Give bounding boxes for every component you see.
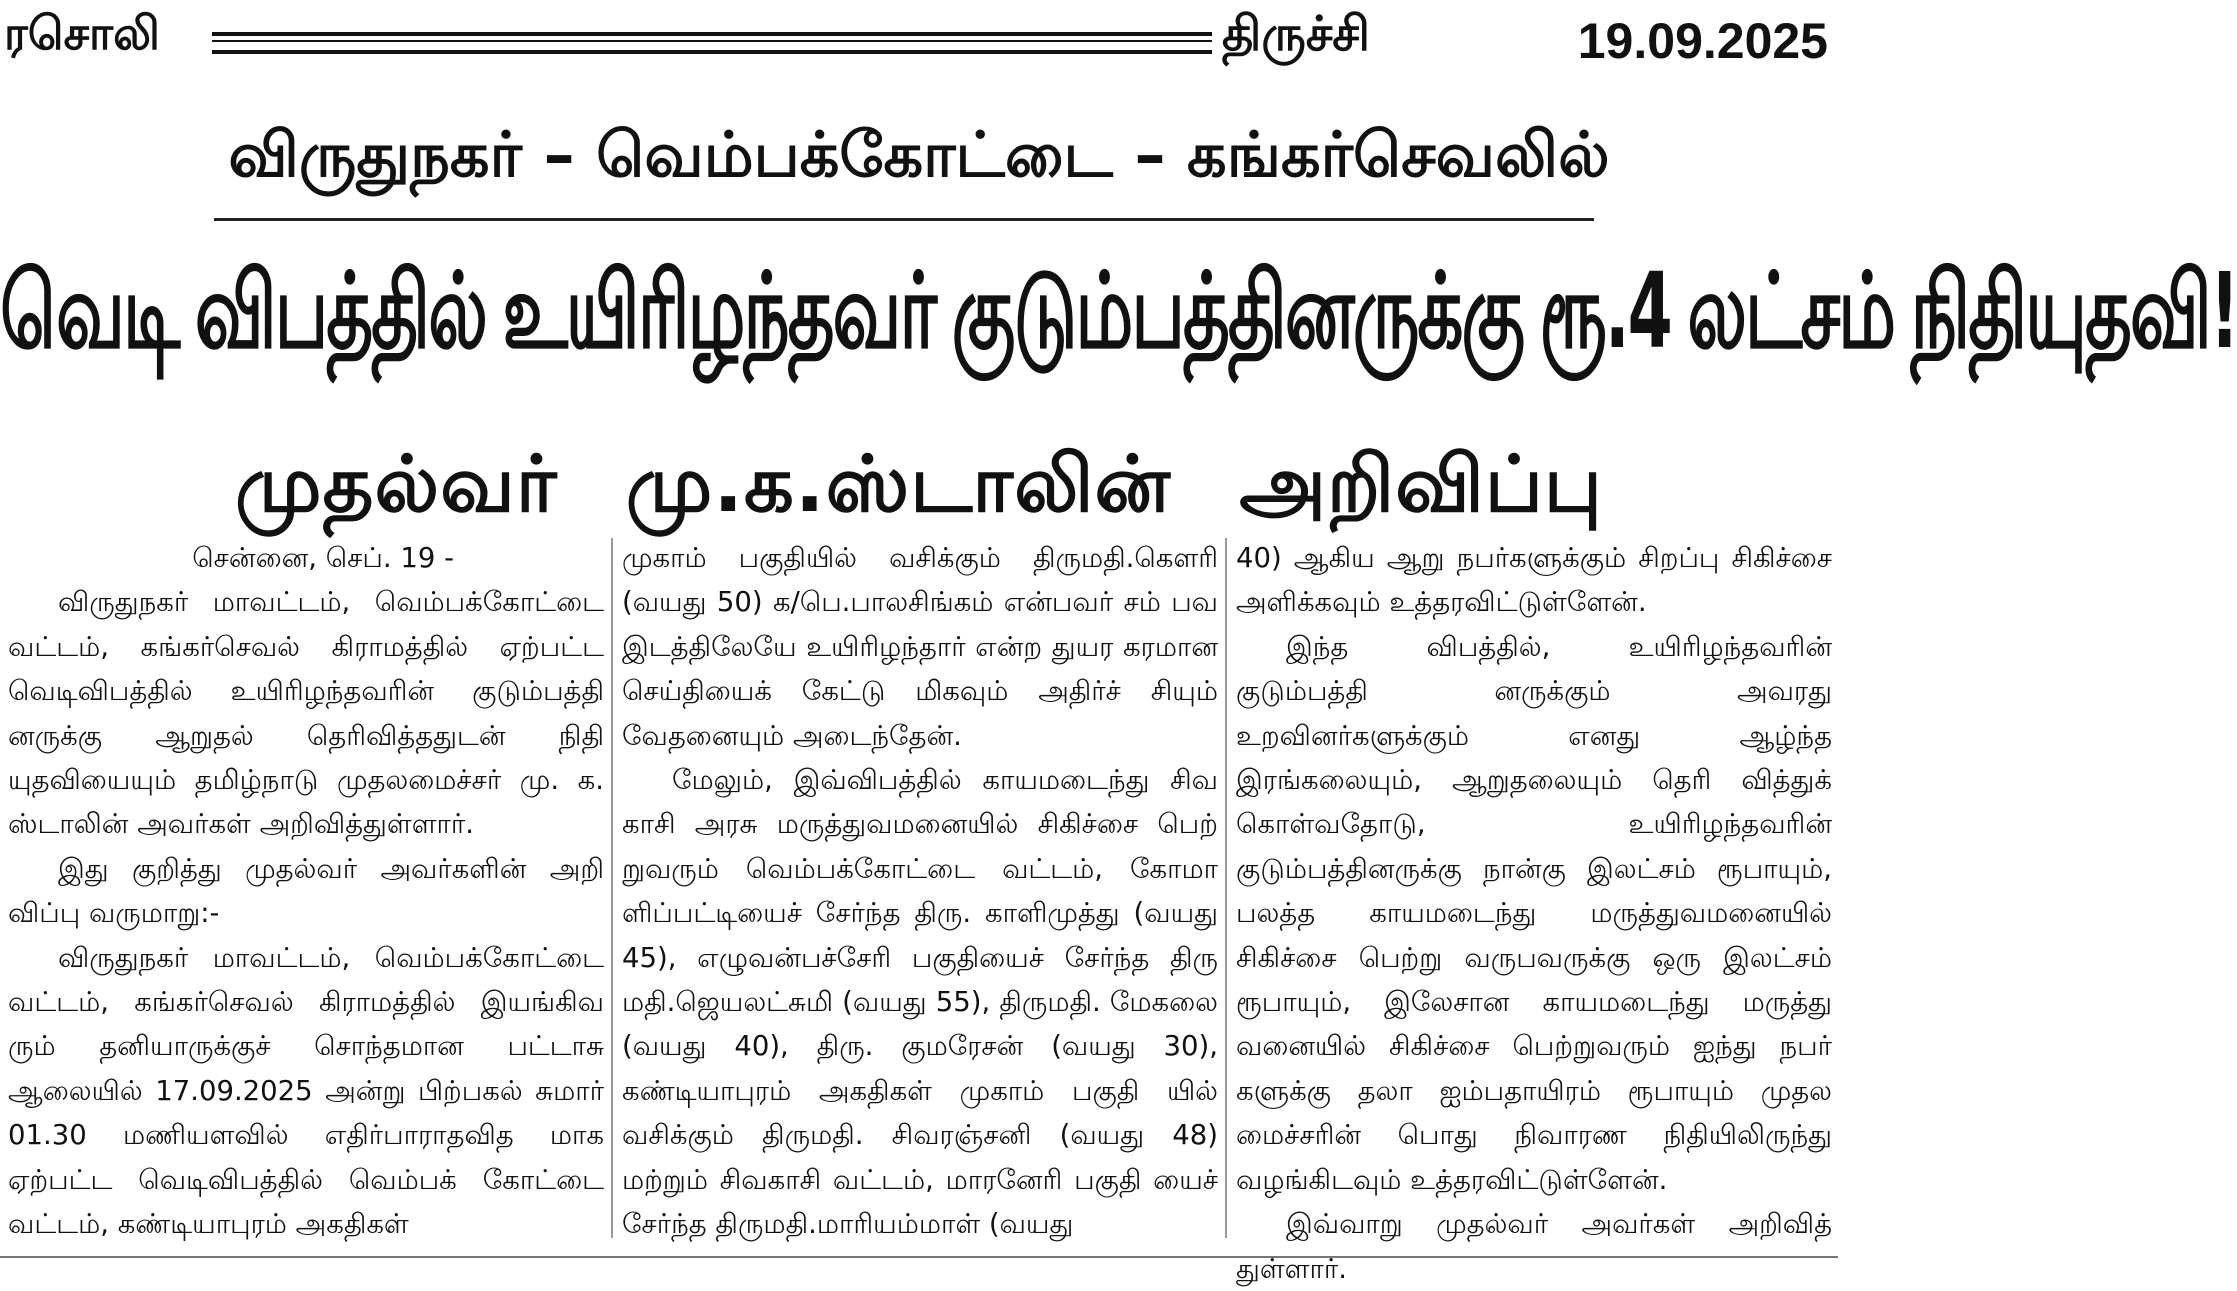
paragraph: இது குறித்து முதல்வர் அவர்களின் அறி விப்பு வருமாறு:- <box>8 852 604 930</box>
masthead <box>0 0 1838 96</box>
article-column-2 <box>622 536 1218 1246</box>
kicker-headline: விருதுநகர் – வெம்பக்கோட்டை – கங்கர்செவலில் <box>228 118 1610 191</box>
paragraph: முகாம் பகுதியில் வசிக்கும் திருமதி.கௌரி (வயது 50) க/பெ.பாலசிங்கம் என்பவர் சம் பவ இடத்திலேயே உயிரிழந்தார் என்ற துயர கரமான செய்தியைக் கேட்டு மிகவும் அதிர்ச் சியும் வேதனையும் அடைந்தேன். <box>622 542 1218 752</box>
paragraph: 40) ஆகிய ஆறு நபர்களுக்கும் சிறப்பு சிகிச்சை அளிக்கவும் உத்தரவிட்டுள்ளேன். <box>1236 542 1832 619</box>
edition-name: திருச்சி <box>1222 6 1370 62</box>
paragraph: இவ்வாறு முதல்வர் அவர்கள் அறிவித் துள்ளார். <box>1236 1208 1832 1285</box>
main-headline: வெடி விபத்தில் உயிரிழந்தவர் குடும்பத்தினருக்கு ரூ.4 லட்சம் நிதியுதவி! <box>0 250 2237 372</box>
kicker-divider <box>214 218 1594 221</box>
paragraph: விருதுநகர் மாவட்டம், வெம்பக்கோட்டை வட்டம், கங்கர்செவல் கிராமத்தில் ஏற்பட்ட வெடிவிபத்தில் உயிரிழந்தவரின் குடும்பத்தி னருக்கு ஆறுதல் தெரிவித்ததுடன் நிதி யுதவியையும் தமிழ்நாடு முதலமைச்சர் மு. க. ஸ்டாலின் அவர்கள் அறிவித்துள்ளார். <box>8 586 604 841</box>
article-body <box>8 536 1832 1285</box>
issue-date: 19.09.2025 <box>1577 13 1828 69</box>
paragraph: இந்த விபத்தில், உயிரிழந்தவரின் குடும்பத்தி னருக்கும் அவரது உறவினர்களுக்கும் எனது ஆழ்ந்த இரங்கலையும், ஆறுதலையும் தெரி வித்துக் கொள்வதோடு, உயிரிழந்தவரின் குடும்பத்தினருக்கு நான்கு இலட்சம் ரூபாயும், பலத்த காயமடைந்து மருத்துவமனையில் சிகிச்சை பெற்று வருபவருக்கு ஒரு இலட்சம் ரூபாயும், இலேசான காயமடைந்து மருத்து வனையில் சிகிச்சை பெற்றுவரும் ஐந்து நபர் களுக்கு தலா ஐம்பதாயிரம் ரூபாயும் முதல மைச்சரின் பொது நிவாரண நிதியிலிருந்து வழங்கிடவும் உத்தரவிட்டுள்ளேன். <box>1236 630 1832 1196</box>
bottom-rule <box>0 1256 1838 1258</box>
masthead-rule <box>212 32 1212 54</box>
paragraph: விருதுநகர் மாவட்டம், வெம்பக்கோட்டை வட்டம், கங்கர்செவல் கிராமத்தில் இயங்கிவ ரும் தனியாருக்குச் சொந்தமான பட்டாசு ஆலையில் 17.09.2025 அன்று பிற்பகல் சுமார் 01.30 மணியளவில் எதிர்பாராதவித மாக ஏற்பட்ட வெடிவிபத்தில் வெம்பக் கோட்டை வட்டம், கண்டியாபுரம் அகதிகள் <box>8 941 604 1241</box>
dateline: சென்னை, செப். 19 - <box>192 542 454 574</box>
article-column-3 <box>1236 536 1832 1285</box>
newspaper-name: ரசொலி <box>4 6 160 60</box>
column-divider <box>1225 538 1227 1238</box>
column-divider <box>611 538 613 1238</box>
sub-headline: முதல்வர் மு.க.ஸ்டாலின் அறிவிப்பு <box>235 440 1603 530</box>
article-column-1 <box>8 536 604 1246</box>
paragraph: மேலும், இவ்விபத்தில் காயமடைந்து சிவ காசி அரசு மருத்துவமனையில் சிகிச்சை பெற் றுவரும் வெம்பக்கோட்டை வட்டம், கோமா ளிப்பட்டியைச் சேர்ந்த திரு. காளிமுத்து (வயது 45), எழுவன்பச்சேரி பகுதியைச் சேர்ந்த திரு மதி.ஜெயலட்சுமி (வயது 55), திருமதி. மேகலை (வயது 40), திரு. குமரேசன் (வயது 30), கண்டியாபுரம் அகதிகள் முகாம் பகுதி யில் வசிக்கும் திருமதி. சிவரஞ்சனி (வயது 48) மற்றும் சிவகாசி வட்டம், மாரனேரி பகுதி யைச் சேர்ந்த திருமதி.மாரியம்மாள் (வயது <box>622 764 1218 1241</box>
